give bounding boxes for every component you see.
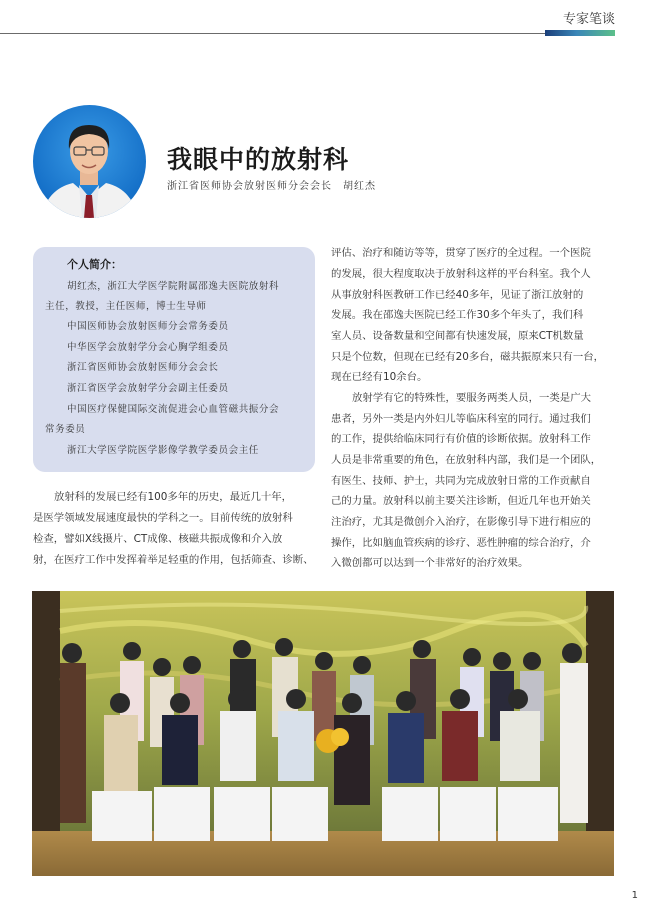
bio-line: 浙江大学医学院医学影像学教学委员会主任: [67, 445, 259, 456]
bio-box: [33, 247, 315, 472]
body-line: 从事放射科医教研工作已经40多年，见证了浙江放射的: [331, 289, 584, 301]
header-rule: [0, 33, 545, 34]
bio-line: 中华医学会放射学分会心胸学组委员: [67, 342, 229, 353]
group-photo: [32, 591, 614, 876]
body-line: 患者，另外一类是内外妇儿等临床科室的同行。通过我们: [331, 413, 591, 425]
body-line: 的工作，提供给临床同行有价值的诊断依据。放射科工作: [331, 433, 591, 445]
bio-line: 常务委员: [45, 424, 86, 435]
bio-line: 胡红杰，浙江大学医学院附属邵逸夫医院放射科: [67, 281, 280, 292]
author-portrait: [33, 105, 146, 218]
article-title: 我眼中的放射科: [167, 145, 350, 174]
header-accent-bar: [545, 30, 615, 36]
body-line: 是医学领域发展速度最快的学科之一。目前传统的放射科: [33, 512, 293, 524]
body-line: 己的力量。放射科以前主要关注诊断，但近几年也开始关: [331, 495, 591, 507]
bio-line: 中国医疗保健国际交流促进会心血管磁共振分会: [67, 404, 280, 415]
body-line: 现在已经有10余台。: [331, 371, 428, 383]
body-line: 注治疗，尤其是微创介入治疗，在影像引导下进行相应的: [331, 516, 591, 528]
bio-heading: 个人简介：: [67, 258, 122, 271]
body-line: 入微创都可以达到一个非常好的治疗效果。: [331, 557, 529, 569]
body-line: 室人员、设备数量和空间都有快速发展，原来CT机数量: [331, 330, 584, 342]
body-line: 评估、治疗和随访等等，贯穿了医疗的全过程。一个医院: [331, 247, 591, 259]
body-line: 放射学有它的特殊性，要服务两类人员，一类是广大: [352, 392, 591, 404]
body-line: 的发展，很大程度取决于放射科这样的平台科室。我个人: [331, 268, 591, 280]
bio-line: 浙江省医学会放射学分会副主任委员: [67, 383, 229, 394]
body-line: 射，在医疗工作中发挥着举足轻重的作用，包括筛查、诊断、: [33, 554, 314, 566]
bio-line: 主任，教授，主任医师，博士生导师: [45, 301, 207, 312]
body-line: 发展。我在邵逸夫医院已经工作30多个年头了，我们科: [331, 309, 584, 321]
bio-line: 浙江省医师协会放射医师分会会长: [67, 362, 219, 373]
section-label: 专家笔谈: [562, 12, 615, 27]
body-line: 人员是非常重要的角色，在放射科内部，我们是一个团队，: [331, 454, 602, 466]
body-line: 放射科的发展已经有100多年的历史，最近几十年，: [54, 491, 293, 503]
body-line: 只是个位数，但现在已经有20多台，磁共振原来只有一台，: [331, 351, 604, 363]
article-byline: 浙江省医师协会放射医师分会会长 胡红杰: [167, 181, 376, 192]
body-line: 有医生、技师、护士，共同为完成放射日常的工作贡献自: [331, 475, 591, 487]
body-line: 检查，譬如X线摄片、CT成像、核磁共振成像和介入放: [33, 533, 283, 545]
page-number: 1: [631, 890, 638, 901]
body-line: 操作，比如脑血管疾病的诊疗、恶性肿瘤的综合治疗，介: [331, 537, 591, 549]
bio-line: 中国医师协会放射医师分会常务委员: [67, 321, 229, 332]
